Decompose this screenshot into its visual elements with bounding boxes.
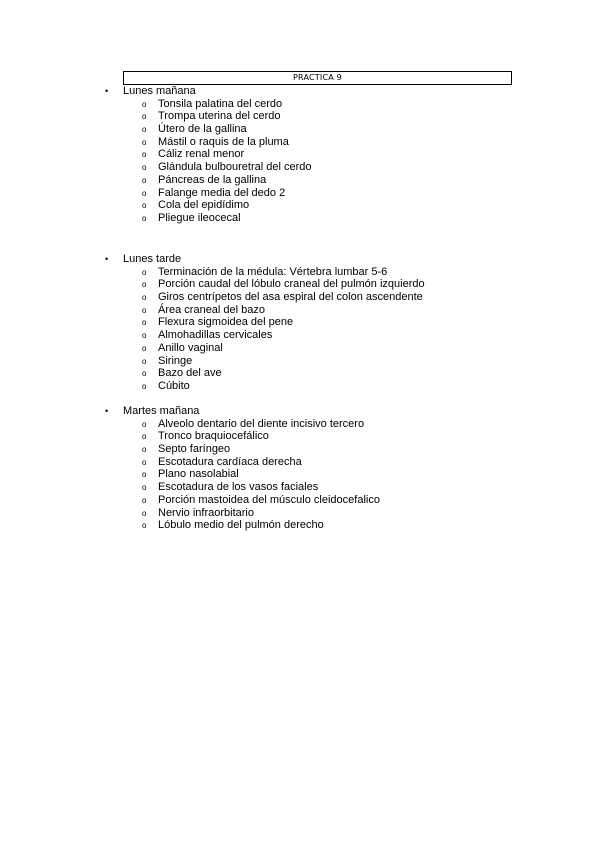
list-item-text: Cáliz renal menor	[158, 148, 245, 161]
list-item-text: Porción mastoidea del músculo cleidocefalico	[158, 493, 380, 506]
list-item-text: Giros centrípetos del asa espiral del colon ascendente	[158, 291, 423, 304]
list-item	[0, 278, 599, 291]
list-item	[0, 456, 599, 469]
list-item	[0, 355, 599, 368]
list-item-text: Almohadillas cervicales	[158, 329, 273, 342]
list-item-text: Anillo vaginal	[158, 341, 223, 354]
list-item	[0, 342, 599, 355]
list-item-text: Pliegue ileocecal	[158, 211, 241, 224]
circle-bullet-icon: o	[142, 356, 147, 366]
list-item	[0, 468, 599, 481]
list-item	[0, 199, 599, 212]
circle-bullet-icon: o	[142, 99, 147, 109]
circle-bullet-icon: o	[142, 293, 147, 303]
circle-bullet-icon: o	[142, 305, 147, 315]
circle-bullet-icon: o	[142, 343, 147, 353]
list-item	[0, 161, 599, 174]
list-item	[0, 98, 599, 111]
bullet-icon: •	[105, 86, 109, 96]
circle-bullet-icon: o	[142, 188, 147, 198]
list-item	[0, 304, 599, 317]
list-item-text: Falange media del dedo 2	[158, 186, 286, 199]
list-item	[0, 329, 599, 342]
circle-bullet-icon: o	[142, 280, 147, 290]
circle-bullet-icon: o	[142, 112, 147, 122]
bullet-icon: •	[105, 406, 109, 416]
list-item-text: Mástil o raquis de la pluma	[158, 135, 289, 148]
section-heading	[0, 85, 599, 98]
circle-bullet-icon: o	[142, 318, 147, 328]
list-item	[0, 110, 599, 123]
circle-bullet-icon: o	[142, 457, 147, 467]
page-title: PRACTICA 9	[123, 71, 512, 85]
list-item	[0, 148, 599, 161]
circle-bullet-icon: o	[142, 175, 147, 185]
list-item	[0, 174, 599, 187]
list-item	[0, 316, 599, 329]
list-item	[0, 136, 599, 149]
list-item-text: Alveolo dentario del diente incisivo tercero	[158, 417, 365, 430]
list-item-text: Bazo del ave	[158, 367, 222, 380]
section-lunes-manana	[0, 85, 599, 225]
list-item-text: Plano nasolabial	[158, 468, 239, 481]
section-heading	[0, 405, 599, 418]
list-item	[0, 519, 599, 532]
list-item-text: Lóbulo medio del pulmón derecho	[158, 519, 324, 532]
list-item	[0, 367, 599, 380]
sub-list	[0, 418, 599, 532]
list-item	[0, 443, 599, 456]
list-item	[0, 481, 599, 494]
list-item-text: Septo faríngeo	[158, 443, 231, 456]
circle-bullet-icon: o	[142, 163, 147, 173]
circle-bullet-icon: o	[142, 432, 147, 442]
list-item-text: Cola del epidídimo	[158, 199, 250, 212]
list-item	[0, 507, 599, 520]
bullet-icon: •	[105, 254, 109, 264]
circle-bullet-icon: o	[142, 483, 147, 493]
list-item-text: Área craneal del bazo	[158, 303, 266, 316]
section-label: Martes mañana	[123, 405, 200, 417]
list-item	[0, 380, 599, 393]
section-label: Lunes tarde	[123, 253, 182, 265]
section-label: Lunes mañana	[123, 85, 196, 97]
list-item	[0, 187, 599, 200]
list-item-text: Páncreas de la gallina	[158, 173, 267, 186]
list-item-text: Terminación de la médula: Vértebra lumbar 5-6	[158, 265, 388, 278]
list-item-text: Siringe	[158, 354, 193, 367]
circle-bullet-icon: o	[142, 125, 147, 135]
circle-bullet-icon: o	[142, 495, 147, 505]
list-item-text: Tronco braquiocefálico	[158, 430, 269, 443]
list-item	[0, 291, 599, 304]
sub-list	[0, 266, 599, 393]
list-item	[0, 212, 599, 225]
section-martes-manana	[0, 405, 599, 532]
list-item-text: Escotadura cardíaca derecha	[158, 455, 302, 468]
list-item-text: Escotadura de los vasos faciales	[158, 481, 319, 494]
circle-bullet-icon: o	[142, 137, 147, 147]
circle-bullet-icon: o	[142, 508, 147, 518]
circle-bullet-icon: o	[142, 369, 147, 379]
list-item-text: Flexura sigmoidea del pene	[158, 316, 294, 329]
list-item	[0, 123, 599, 136]
sub-list	[0, 98, 599, 225]
list-item	[0, 494, 599, 507]
circle-bullet-icon: o	[142, 445, 147, 455]
section-heading	[0, 253, 599, 266]
circle-bullet-icon: o	[142, 267, 147, 277]
circle-bullet-icon: o	[142, 521, 147, 531]
circle-bullet-icon: o	[142, 470, 147, 480]
list-item	[0, 266, 599, 279]
circle-bullet-icon: o	[142, 419, 147, 429]
list-item-text: Glándula bulbouretral del cerdo	[158, 161, 312, 174]
list-item	[0, 418, 599, 431]
list-item-text: Porción caudal del lóbulo craneal del pulmón izquierdo	[158, 278, 425, 291]
circle-bullet-icon: o	[142, 201, 147, 211]
list-item-text: Nervio infraorbitario	[158, 506, 254, 519]
circle-bullet-icon: o	[142, 213, 147, 223]
list-item-text: Tonsila palatina del cerdo	[158, 97, 283, 110]
circle-bullet-icon: o	[142, 331, 147, 341]
list-item	[0, 430, 599, 443]
section-lunes-tarde	[0, 253, 599, 393]
circle-bullet-icon: o	[142, 381, 147, 391]
list-item-text: Cúbito	[158, 379, 190, 392]
list-item-text: Útero de la gallina	[158, 123, 247, 136]
circle-bullet-icon: o	[142, 150, 147, 160]
list-item-text: Trompa uterina del cerdo	[158, 110, 281, 123]
